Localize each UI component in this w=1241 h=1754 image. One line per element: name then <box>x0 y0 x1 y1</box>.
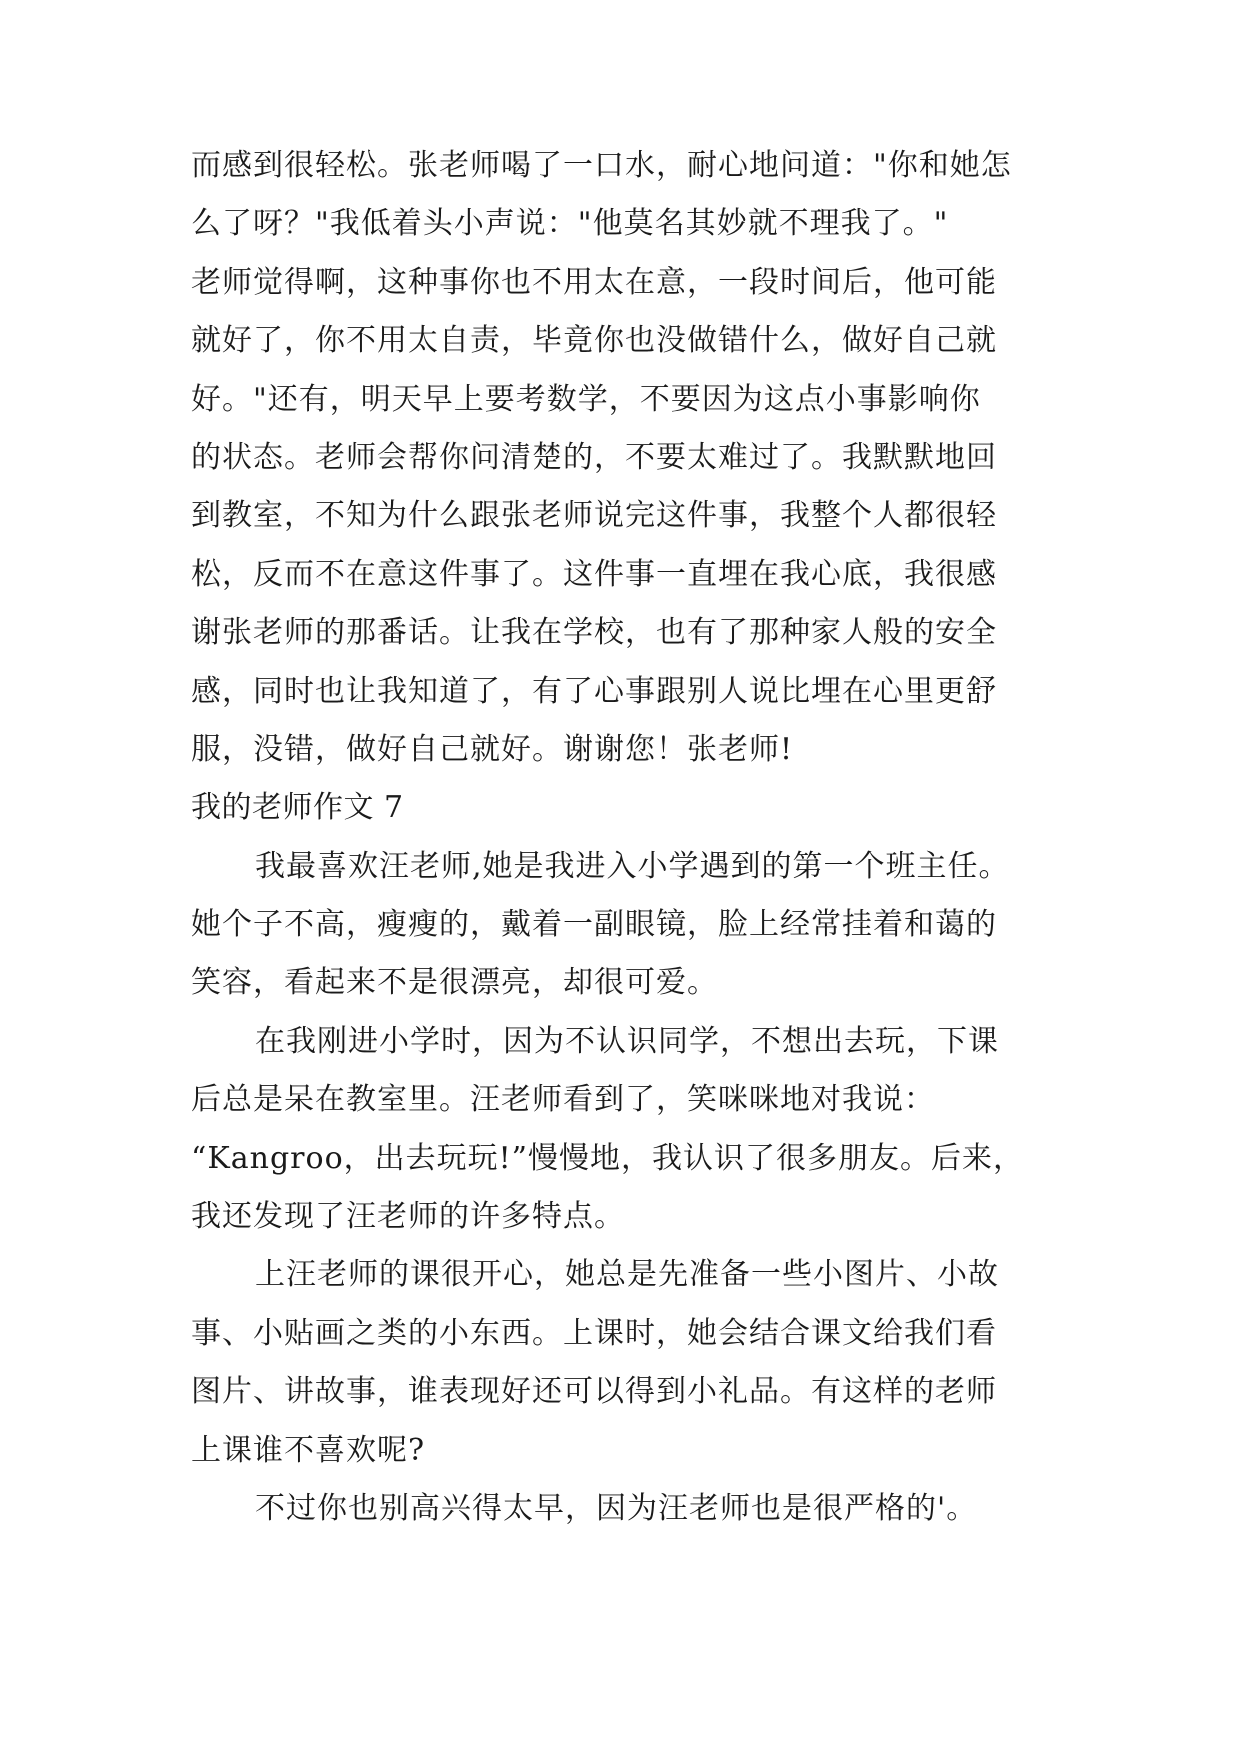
paragraph-c-line: 后总是呆在教室里。汪老师看到了，笑咪咪地对我说： <box>191 1082 935 1118</box>
paragraph-a-line: 的状态。老师会帮你问清楚的，不要太难过了。我默默地回 <box>191 439 997 475</box>
paragraph-d-line: 上汪老师的课很开心，她总是先准备一些小图片、小故 <box>255 1257 999 1293</box>
paragraph-c-line: 在我刚进小学时，因为不认识同学，不想出去玩，下课 <box>255 1023 999 1059</box>
paragraph-a-line: 感，同时也让我知道了，有了心事跟别人说比埋在心里更舒 <box>191 673 997 709</box>
paragraph-a-line: 老师觉得啊，这种事你也不用太在意，一段时间后，他可能 <box>191 264 997 300</box>
paragraph-a-line: 就好了，你不用太自责，毕竟你也没做错什么，做好自己就 <box>191 323 997 359</box>
paragraph-a <box>191 137 1051 779</box>
paragraph-b-line: 她个子不高，瘦瘦的，戴着一副眼镜，脸上经常挂着和蔼的 <box>191 907 997 943</box>
paragraph-a-line: 而感到很轻松。张老师喝了一口水，耐心地问道："你和她怎 <box>191 148 1012 183</box>
paragraph-a-line: 好。"还有，明天早上要考数学，不要因为这点小事影响你 <box>191 381 981 417</box>
paragraph-a-line: 服，没错，做好自己就好。谢谢您！张老师! <box>191 731 794 767</box>
paragraph-e <box>191 1480 1051 1538</box>
paragraph-d-line: 上课谁不喜欢呢? <box>191 1432 426 1468</box>
paragraph-a-line: 么了呀？"我低着头小声说："他莫名其妙就不理我了。" <box>191 206 949 242</box>
paragraph-c <box>191 1013 1051 1247</box>
paragraph-d <box>191 1246 1051 1480</box>
paragraph-d-line: 图片、讲故事，谁表现好还可以得到小礼品。有这样的老师 <box>191 1374 997 1410</box>
paragraph-a-line: 谢张老师的那番话。让我在学校，也有了那种家人般的安全 <box>191 615 997 651</box>
paragraph-d-line: 事、小贴画之类的小东西。上课时，她会结合课文给我们看 <box>191 1315 997 1351</box>
paragraph-e-line: 不过你也别高兴得太早，因为汪老师也是很严格的'。 <box>255 1490 978 1526</box>
paragraph-a-line: 到教室，不知为什么跟张老师说完这件事，我整个人都很轻 <box>191 498 997 534</box>
document-body <box>191 137 1051 1538</box>
paragraph-b-line: 我最喜欢汪老师,她是我进入小学遇到的第一个班主任。 <box>255 848 1010 884</box>
section-heading: 我的老师作文 7 <box>191 790 404 826</box>
paragraph-a-line: 松，反而不在意这件事了。这件事一直埋在我心底，我很感 <box>191 556 997 592</box>
paragraph-b-line: 笑容，看起来不是很漂亮，却很可爱。 <box>191 965 718 1001</box>
paragraph-b <box>191 838 1051 1013</box>
paragraph-c-line: 我还发现了汪老师的许多特点。 <box>191 1199 625 1235</box>
paragraph-c-line: “Kangroo，出去玩玩!”慢慢地，我认识了很多朋友。后来， <box>191 1140 1025 1176</box>
